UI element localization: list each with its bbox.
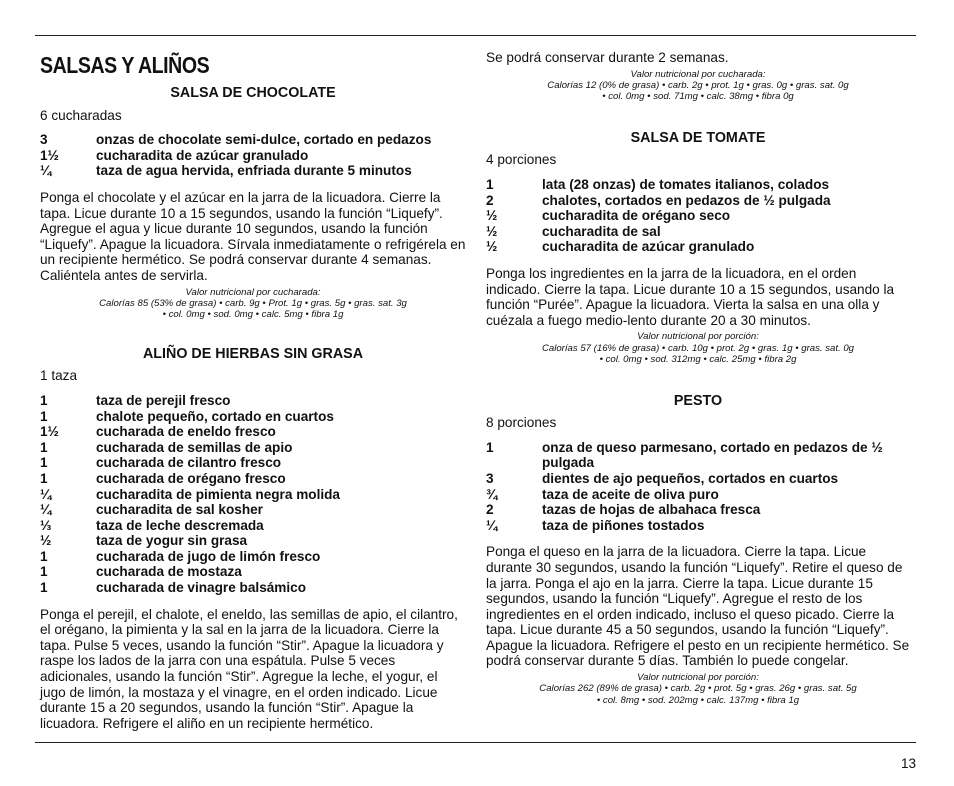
nutrition-info [486,672,910,706]
ingredient-text: tazas de hojas de albahaca fresca [542,502,761,518]
left-column [40,42,466,734]
ingredient-item [40,409,466,425]
nutrition-line: • col. 8mg • sod. 202mg • calc. 137mg • fibra 1g [596,694,800,706]
ingredient-quantity: ¼ [486,517,498,533]
ingredient-text: chalotes, cortados en pedazos de ½ pulgada [542,192,831,208]
ingredient-item [40,533,466,549]
nutrition-heading: Valor nutricional por porción: [637,672,759,684]
ingredient-item [486,208,910,224]
page-title: SALSAS Y ALIÑOS [40,52,210,78]
ingredient-text: taza de agua hervida, enfriada durante 5 minutos [96,163,412,179]
recipe-title: ALIÑO DE HIERBAS SIN GRASA [142,345,364,362]
nutrition-line: Calorías 57 (16% de grasa) • carb. 10g • prot. 2g • gras. 1g • gras. sat. 0g [541,342,855,354]
ingredient-text: onza de queso parmesano, cortado en pedazos de ½ pulgada [542,439,883,471]
recipe-yield: 1 taza [40,368,78,384]
ingredient-quantity: 1 [486,439,494,455]
recipe-instructions: Ponga el queso en la jarra de la licuadora. Cierre la tapa. Licue durante 30 segundos, usando la función “Liquefy”. Retire el queso de la jarra. Ponga el ajo en la jarra. Cierre la tapa. Licue durante 15 segundos, usando la función “Liquefy”. Agregue el resto de los ingredientes en el orden indicado, incluso el queso picado. Cierre la tapa. Licue durante 45 a 50 segundos, usando la función “Liquefy”. Apague la licuadora. Refrigere el pesto en un recipiente hermético. Se podrá conservar durante 5 días. También lo puede congelar. [486,544,910,669]
ingredient-item [486,518,910,534]
ingredient-text: taza de aceite de oliva puro [542,486,719,502]
ingredient-text: lata (28 onzas) de tomates italianos, colados [542,177,830,192]
ingredient-text: cucharada de orégano fresco [96,470,286,486]
nutrition-heading: Valor nutricional por porción: [637,331,759,343]
nutrition-line: Calorías 85 (53% de grasa) • carb. 9g • Prot. 1g • gras. 5g • gras. sat. 3g [99,297,407,309]
ingredient-item [40,564,466,580]
ingredient-quantity: 1 [486,177,494,192]
ingredient-quantity: 1 [40,392,48,408]
ingredient-quantity: ¼ [40,163,52,179]
recipe-yield: 4 porciones [486,152,557,168]
top-rule [35,35,916,36]
ingredient-quantity: 1 [40,564,48,580]
ingredient-quantity: ½ [40,533,52,549]
ingredient-quantity: 1½ [40,147,59,163]
ingredient-list [486,440,910,534]
ingredient-quantity: 1 [40,439,48,455]
ingredient-quantity: 1 [40,470,48,486]
ingredient-quantity: 1 [40,455,48,471]
ingredient-item [40,580,466,596]
nutrition-info [40,287,466,321]
ingredient-text: cucharada de mostaza [96,564,242,580]
recipe-instructions-continued: Se podrá conservar durante 2 semanas. [486,50,729,65]
ingredient-text: cucharadita de azúcar granulado [96,147,309,163]
ingredient-text: taza de leche descremada [96,517,264,533]
ingredient-text: cucharada de vinagre balsámico [96,580,307,596]
nutrition-info [486,69,910,103]
ingredient-quantity: 2 [486,502,494,518]
ingredient-quantity: 3 [40,132,48,148]
ingredient-item [486,487,910,503]
right-column [486,50,910,706]
ingredient-list [40,132,466,179]
ingredient-text: cucharada de semillas de apio [96,439,293,455]
nutrition-info [486,331,910,365]
ingredient-text: taza de yogur sin grasa [96,533,248,549]
ingredient-item [40,549,466,565]
nutrition-line: Calorías 262 (89% de grasa) • carb. 2g • prot. 5g • gras. 26g • gras. sat. 5g [539,683,857,695]
ingredient-quantity: ½ [486,223,498,239]
ingredient-text: cucharada de cilantro fresco [96,455,282,471]
ingredient-item [486,471,910,487]
ingredient-text: cucharadita de sal [542,223,661,239]
ingredient-quantity: 3 [486,470,494,486]
ingredient-quantity: ¼ [40,502,52,518]
ingredient-quantity: 1 [40,580,48,596]
ingredient-item [40,518,466,534]
nutrition-line: • col. 0mg • sod. 312mg • calc. 25mg • fibra 2g [599,354,797,366]
ingredient-text: cucharadita de sal kosher [96,502,263,518]
recipe-instructions: Ponga los ingredientes en la jarra de la licuadora, en el orden indicado. Cierre la tapa. Licue durante 10 a 15 segundos, usando la función “Purée”. Apague la licuadora. Vierta la salsa en una olla y cuézala a fuego medio-lento durante 20 a 30 minutos. [486,265,895,328]
recipe-pesto [486,394,910,707]
ingredient-item [486,440,910,471]
ingredient-text: cucharadita de pimienta negra molida [96,486,340,502]
nutrition-heading: Valor nutricional por cucharada: [630,68,766,80]
ingredient-text: dientes de ajo pequeños, cortados en cuartos [542,470,839,486]
ingredient-item [486,177,910,193]
recipe-chocolate [40,86,466,321]
ingredient-quantity: 1½ [40,424,59,440]
recipe-yield: 8 porciones [486,415,557,431]
ingredient-text: cucharada de jugo de limón fresco [96,548,321,564]
ingredient-item [486,193,910,209]
recipe-title: SALSA DE CHOCOLATE [170,85,336,101]
ingredient-quantity: ½ [486,208,498,224]
ingredient-text: cucharada de eneldo fresco [96,424,276,440]
ingredient-item [40,502,466,518]
nutrition-line: • col. 0mg • sod. 0mg • calc. 5mg • fibra 1g [162,309,344,321]
ingredient-quantity: ¾ [486,486,498,502]
recipe-yield: 6 cucharadas [40,107,122,123]
ingredient-item [40,424,466,440]
ingredient-item [40,163,466,179]
nutrition-heading: Valor nutricional por cucharada: [185,286,321,298]
ingredient-item [40,148,466,164]
ingredient-item [40,393,466,409]
nutrition-line: Calorías 12 (0% de grasa) • carb. 2g • prot. 1g • gras. 0g • gras. sat. 0g [547,80,849,91]
ingredient-item [40,440,466,456]
ingredient-text: chalote pequeño, cortado en cuartos [96,408,334,424]
recipe-instructions: Ponga el chocolate y el azúcar en la jarra de la licuadora. Cierre la tapa. Licue durante 10 a 15 segundos, usando la función “Liquefy”. Agregue el agua y licue durante 10 segundos, usando la función “Liquefy”. Apague la licuadora. Sírvala inmediatamente o refrigérela en un recipiente hermético. Se podrá conservar durante 4 semanas. Caliéntela antes de servirla. [40,189,466,283]
ingredient-item [40,471,466,487]
ingredient-list [40,393,466,596]
recipe-title: SALSA DE TOMATE [630,129,766,146]
ingredient-quantity: 2 [486,192,494,208]
recipe-instructions: Ponga el perejil, el chalote, el eneldo, las semillas de apio, el cilantro, el orégano, la pimienta y la sal en la jarra de la licuadora. Cierre la tapa. Pulse 5 veces, usando la función “Stir”. Apague la licuadora y raspe los lados de la jarra con una espátula. Pulse 5 veces adicionales, usando la función “Stir”. Agregue la leche, el yogur, el jugo de limón, la mostaza y el vinagre, en el orden indicado. Licue durante 15 a 20 segundos, usando la función “Stir”. Apague la licuadora. Refrigere el aliño en un recipiente hermético. [40,606,458,731]
ingredient-item [486,224,910,240]
ingredient-item [486,502,910,518]
recipe-title: PESTO [673,392,723,409]
nutrition-line: • col. 0mg • sod. 71mg • calc. 38mg • fibra 0g [602,91,794,103]
page-number: 13 [900,756,916,771]
ingredient-quantity: 1 [40,548,48,564]
ingredient-text: taza de piñones tostados [542,517,705,533]
ingredient-text: taza de perejil fresco [96,392,231,408]
ingredient-item [486,239,910,255]
ingredient-text: onzas de chocolate semi-dulce, cortado en pedazos [96,132,432,148]
ingredient-quantity: 1 [40,408,48,424]
bottom-rule [35,742,916,743]
ingredient-list [486,177,910,255]
ingredient-item [40,487,466,503]
ingredient-quantity: ½ [486,239,498,255]
ingredient-text: cucharadita de azúcar granulado [542,239,755,255]
ingredient-quantity: ⅓ [40,517,52,533]
ingredient-item [40,132,466,148]
ingredient-text: cucharadita de orégano seco [542,208,731,224]
ingredient-quantity: ¼ [40,486,52,502]
ingredient-item [40,455,466,471]
recipe-herb-dressing [40,347,466,732]
recipe-tomato [486,131,910,366]
